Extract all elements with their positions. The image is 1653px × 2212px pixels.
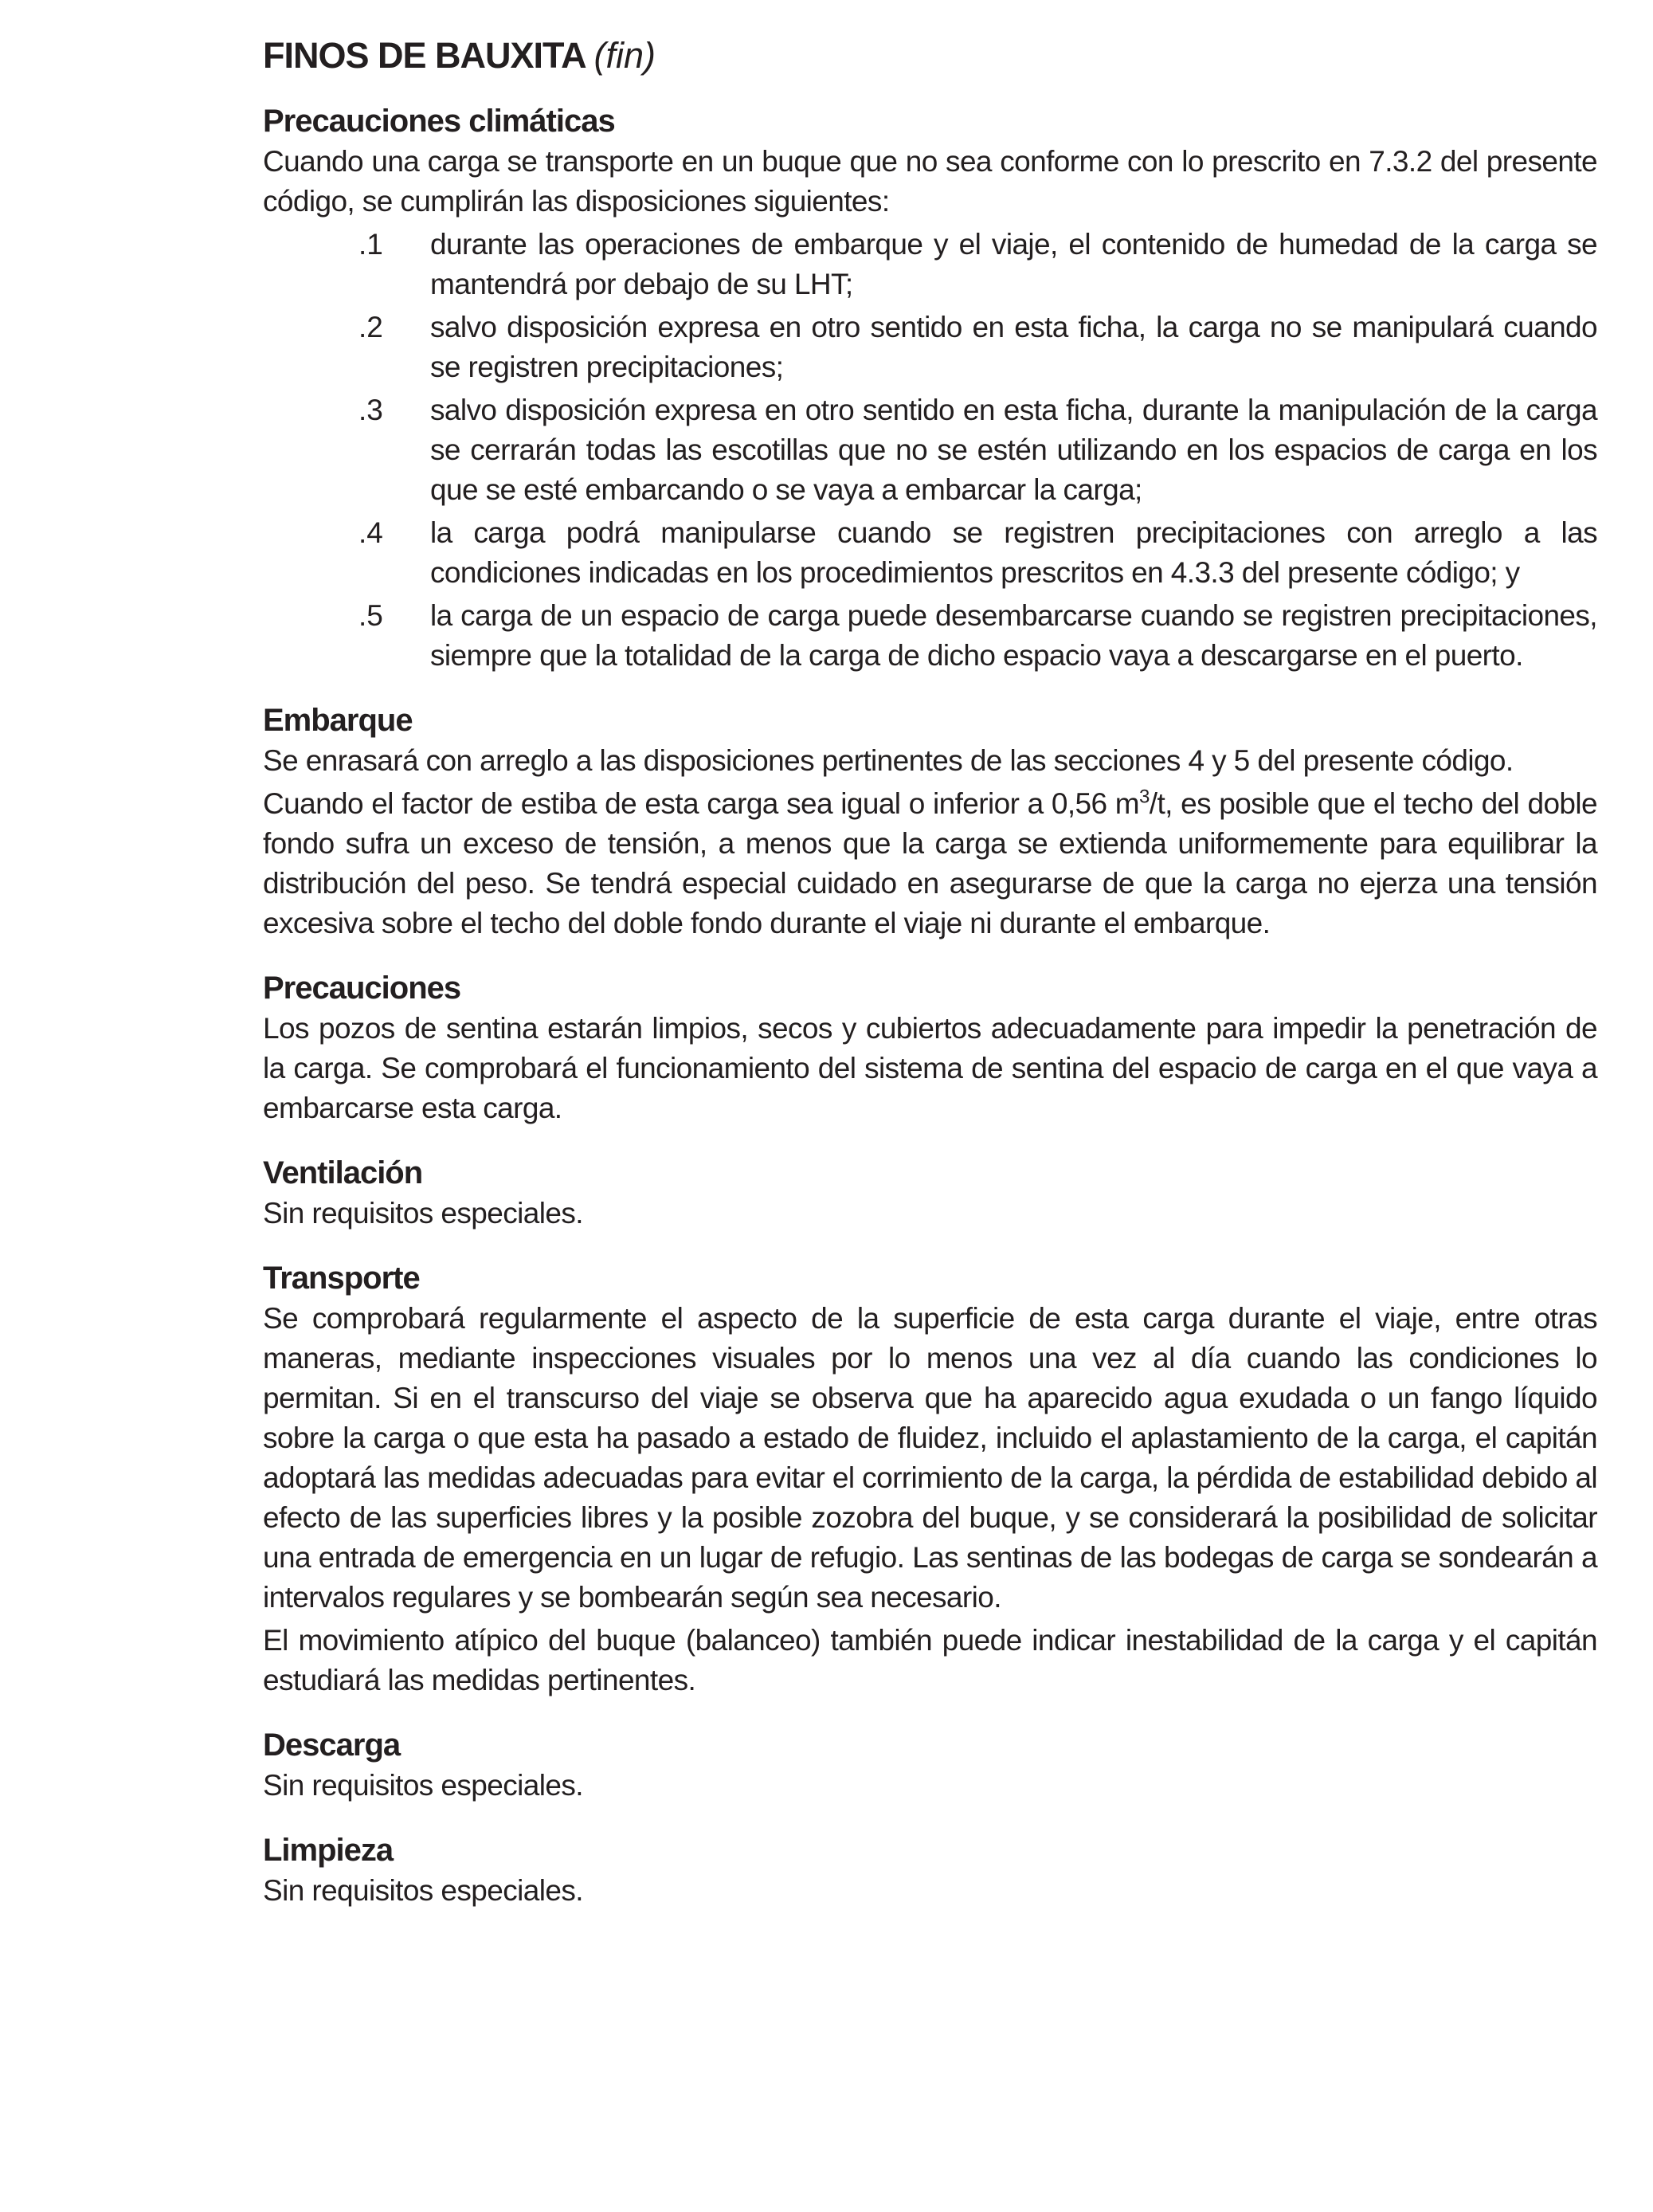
paragraph: El movimiento atípico del buque (balanceo) también puede indicar inestabilidad de la carga y el capitán estudiará las medidas pertinentes. — [263, 1624, 1597, 1696]
list-text: salvo disposición expresa en otro sentido en esta ficha, la carga no se manipulará cuando se registren precipitaciones; — [430, 311, 1597, 383]
paragraph: Sin requisitos especiales. — [263, 1874, 583, 1907]
document-title — [263, 32, 1597, 80]
section-discharge — [263, 1724, 1597, 1806]
section-ventilation — [263, 1152, 1597, 1233]
paragraph: Sin requisitos especiales. — [263, 1197, 583, 1230]
list-text: la carga podrá manipularse cuando se registren precipitaciones con arreglo a las condiciones indicadas en los procedimientos prescritos en 4.3.3 del presente código; y — [430, 516, 1597, 589]
list-item — [263, 513, 1597, 593]
section-climate-precautions — [263, 100, 1597, 676]
list-number: .1 — [358, 228, 383, 261]
list-text: la carga de un espacio de carga puede desembarcarse cuando se registren precipitaciones, siempre que la totalidad de la carga de dicho espacio vaya a descargarse en el puerto. — [430, 599, 1597, 672]
list-number: .3 — [358, 394, 383, 426]
section-heading: Limpieza — [263, 1833, 394, 1868]
section-heading: Precauciones — [263, 971, 461, 1006]
paragraph: Se enrasará con arreglo a las disposiciones pertinentes de las secciones 4 y 5 del presente código. — [263, 744, 1514, 777]
section-heading: Ventilación — [263, 1155, 423, 1190]
document-page — [263, 32, 1597, 1935]
paragraph: Cuando una carga se transporte en un buque que no sea conforme con lo prescrito en 7.3.2 del presente código, se cumplirán las disposiciones siguientes: — [263, 145, 1597, 218]
list-number: .2 — [358, 311, 383, 343]
paragraph: Sin requisitos especiales. — [263, 1769, 583, 1802]
list-item — [263, 225, 1597, 304]
paragraph — [263, 784, 1597, 943]
section-precautions — [263, 967, 1597, 1128]
list-item — [263, 596, 1597, 676]
section-heading: Descarga — [263, 1728, 401, 1763]
section-carriage — [263, 1257, 1597, 1700]
title-text: FINOS DE BAUXITA — [263, 35, 586, 76]
list-item — [263, 308, 1597, 387]
section-cleaning — [263, 1830, 1597, 1911]
title-suffix: (fin) — [593, 35, 656, 76]
list-text: durante las operaciones de embarque y el viaje, el contenido de humedad de la carga se mantendrá por debajo de su LHT; — [430, 228, 1597, 300]
numbered-list — [263, 225, 1597, 676]
section-loading — [263, 700, 1597, 943]
section-heading: Precauciones climáticas — [263, 104, 615, 139]
paragraph: Los pozos de sentina estarán limpios, secos y cubiertos adecuadamente para impedir la penetración de la carga. Se comprobará el funcionamiento del sistema de sentina del espacio de carga en el que vaya a embarcarse esta carga. — [263, 1012, 1597, 1124]
superscript: 3 — [1139, 786, 1150, 808]
paragraph: Se comprobará regularmente el aspecto de la superficie de esta carga durante el viaje, entre otras maneras, mediante inspecciones visuales por lo menos una vez al día cuando las condiciones lo permitan. Si en el transcurso del viaje se observa que ha aparecido agua exudada o un fango líquido sobre la carga o que esta ha pasado a estado de fluidez, incluido el aplastamiento de la carga, el capitán adoptará las medidas adecuadas para evitar el corrimiento de la carga, la pérdida de estabilidad debido al efecto de las superficies libres y la posible zozobra del buque, y se considerará la posibilidad de solicitar una entrada de emergencia en un lugar de refugio. Las sentinas de las bodegas de carga se sondearán a intervalos regulares y se bombearán según sea necesario. — [263, 1302, 1597, 1614]
section-heading: Embarque — [263, 703, 413, 738]
list-number: .5 — [358, 599, 383, 632]
list-text: salvo disposición expresa en otro sentido en esta ficha, durante la manipulación de la carga se cerrarán todas las escotillas que no se estén utilizando en los espacios de carga en los que se esté embarcando o se vaya a embarcar la carga; — [430, 394, 1597, 506]
section-heading: Transporte — [263, 1261, 420, 1296]
text-run: Cuando el factor de estiba de esta carga sea igual o inferior a 0,56 m — [263, 787, 1140, 820]
list-number: .4 — [358, 516, 383, 549]
text-run: /t, es posible que el techo del doble fondo sufra un exceso de tensión, a menos que la carga se extienda uniformemente para equilibrar la distribución del peso. Se tendrá especial cuidado en asegurarse de que la carga no ejerza una tensión excesiva sobre el techo del doble fondo durante el viaje ni durante el embarque. — [263, 787, 1597, 939]
list-item — [263, 390, 1597, 510]
